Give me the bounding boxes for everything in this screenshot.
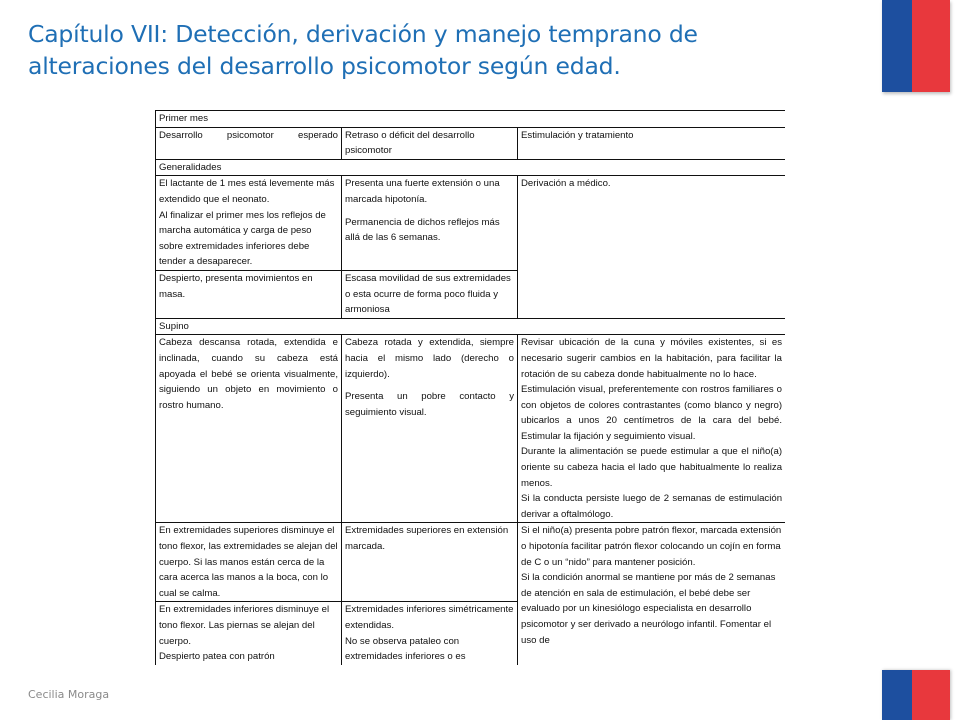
table-cell	[342, 335, 518, 523]
table-cell	[342, 523, 518, 602]
cell-text: Derivación a médico.	[521, 178, 611, 190]
table-cell	[518, 523, 786, 665]
cell-text: Si el niño(a) presenta pobre patrón flexor, marcada extensión o hipotonía facilitar patrón flexor colocando un cojín en forma de C o un “nido” para mantener posición.	[521, 525, 782, 568]
table-cell	[156, 335, 342, 523]
cell-text: Permanencia de dichos reflejos más allá de las 6 semanas.	[345, 216, 500, 244]
table-row	[156, 176, 786, 271]
table-cell	[156, 602, 342, 665]
table-cell	[156, 523, 342, 602]
cell-text: Presenta un pobre contacto y seguimiento visual.	[345, 391, 514, 418]
header-row	[156, 127, 786, 159]
cell-text: Si la condición anormal se mantiene por más de 2 semanas de atención en sala de estimulación, el bebé debe ser evaluado por un kinesiólogo especialista en desarrollo psicomotor y ser derivado a neurólogo infantil. Fomentar el uso de	[521, 572, 776, 646]
cell-text: Al finalizar el primer mes los reflejos de marcha automática y carga de peso sobre extremidades inferiores debe tender a desaparecer.	[159, 209, 326, 268]
table-cell	[518, 335, 786, 523]
cell-text: Cabeza descansa rotada, extendida e inclinada, cuando su cabeza está apoyada el bebé se orienta visualmente, siguiendo un objeto en movimiento o rostro humano.	[159, 337, 338, 411]
header-col-delay: Retraso o déficit del desarrollo psicomotor	[342, 127, 518, 159]
cell-text: En extremidades inferiores disminuye el tono flexor. Las piernas se alejan del cuerpo.	[159, 604, 330, 647]
section-row-generalidades	[156, 159, 786, 176]
section-label: Supino	[156, 318, 786, 335]
cell-text: Si la conducta persiste luego de 2 semanas de estimulación derivar a oftalmólogo.	[521, 493, 783, 520]
cell-text: Estimulación visual, preferentemente con rostros familiares o con objetos de colores contrastantes (como blanco y negro) ubicarlos a unos 20 centímetros de la cara del bebé. Estimular la fijación y seguimiento visual.	[521, 384, 783, 442]
cell-text: Cabeza rotada y extendida, siempre hacia el mismo lado (derecho o izquierdo).	[345, 337, 514, 380]
document-table	[155, 110, 785, 720]
header-col-treatment: Estimulación y tratamiento	[518, 127, 786, 159]
cell-text: En extremidades superiores disminuye el tono flexor, las extremidades se alejan del cuerpo. Si las manos están cerca de la cara acerca las manos a la boca, con lo cual se calma.	[159, 525, 338, 599]
cell-text: No se observa pataleo con extremidades inferiores o es	[345, 635, 466, 663]
table-row	[156, 335, 786, 523]
section-row-primer-mes	[156, 111, 786, 128]
cell-text: Escasa movilidad de sus extremidades o esta ocurre de forma poco fluida y armoniosa	[345, 272, 511, 316]
flag-red-band	[912, 670, 950, 720]
table-cell	[342, 602, 518, 665]
section-row-supino	[156, 318, 786, 335]
table-cell	[156, 176, 342, 271]
table-cell	[518, 176, 786, 318]
title-line-2: alteraciones del desarrollo psicomotor según edad.	[28, 52, 621, 80]
header-col-expected: Desarrollo psicomotor esperado	[156, 127, 342, 159]
cell-text: Durante la alimentación se puede estimular a que el niño(a) oriente su cabeza hacia el lado que habitualmente lo realiza menos.	[521, 446, 783, 489]
title-line-1: Capítulo VII: Detección, derivación y manejo temprano de	[28, 20, 698, 48]
section-label: Generalidades	[156, 159, 786, 176]
cell-text: Presenta una fuerte extensión o una marcada hipotonía.	[345, 178, 500, 205]
cell-text: Revisar ubicación de la cuna y móviles existentes, si es necesario sugerir cambios en la habitación, para facilitar la rotación de su cabeza donde habitualmente no lo hace.	[521, 337, 783, 380]
flag-logo-bottom	[882, 670, 950, 720]
table-cell	[342, 176, 518, 271]
cell-text: Despierto, presenta movimientos en masa.	[159, 272, 313, 300]
cell-text: Extremidades superiores en extensión marcada.	[345, 525, 509, 553]
flag-blue-band	[882, 0, 912, 92]
flag-logo-top	[882, 0, 950, 92]
table-cell	[342, 270, 518, 318]
slide-title	[28, 18, 858, 82]
cell-text: Extremidades inferiores simétricamente extendidas.	[345, 604, 514, 631]
cell-text: Despierto patea con patrón	[159, 651, 275, 663]
table-cell	[156, 270, 342, 318]
table-row	[156, 523, 786, 602]
flag-red-band	[912, 0, 950, 92]
section-label: Primer mes	[156, 111, 786, 128]
flag-blue-band	[882, 670, 912, 720]
author-footer: Cecilia Moraga	[28, 688, 110, 701]
cell-text: El lactante de 1 mes está levemente más extendido que el neonato.	[159, 178, 335, 205]
